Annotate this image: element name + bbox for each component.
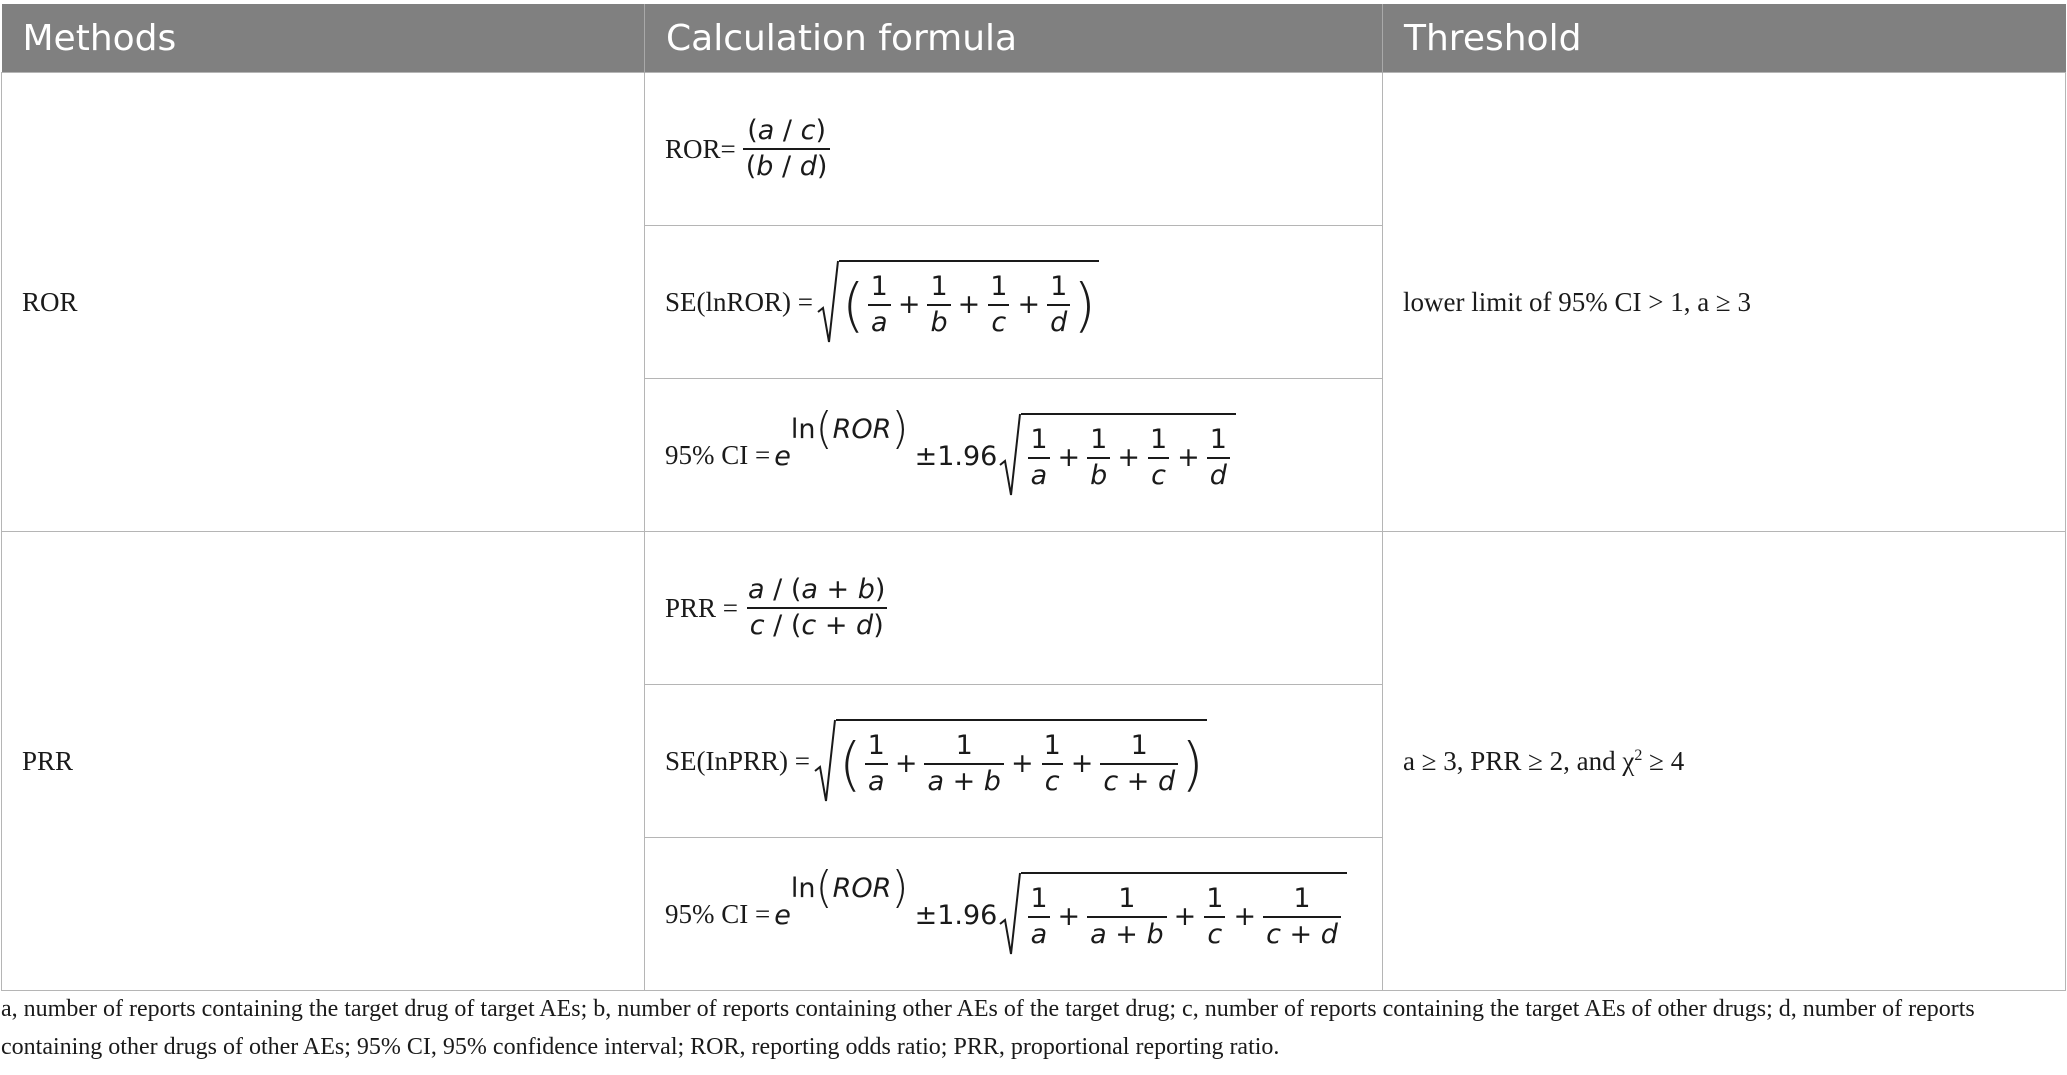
formula-ror-ci: 95% CI = e ln ( ROR ) ±1.96 $\frac{1}{a}$ + $\frac{1}{b}$ + $\frac{1}{c}$ + $\frac{1}{d}$ xyxy=(645,379,1383,532)
formula-ror-se: SE(lnROR) = ( $\frac{1}{a}$ + $\frac{1}{b}$ + $\frac{1}{c}$ + $\frac{1}{d}$ ) xyxy=(645,226,1383,379)
header-row xyxy=(2,4,2066,73)
threshold-ror: lower limit of 95% CI > 1, a ≥ 3 xyxy=(1383,73,2066,532)
header-calculation-formula: Calculation formula xyxy=(645,4,1383,73)
formula-prr-ratio: PRR = $\frac{a / (a + b)}{c / (c + d)}$ xyxy=(645,532,1383,685)
table-footnote: a, number of reports containing the target drug of target AEs; b, number of reports containing other AEs of the target drug; c, number of reports containing the target AEs of other drugs; d, number of reports containing other drugs of other AEs; 95% CI, 95% confidence interval; ROR, reporting odds ratio; PRR, proportional reporting ratio. xyxy=(1,996,1975,1060)
formula-prr-se: SE(InPRR) = ( $\frac{1}{a}$ + $\frac{1}{a + b}$ + $\frac{1}{c}$ + $\frac{1}{c + d}$ ) xyxy=(645,685,1383,838)
table-row-ror xyxy=(2,73,2066,226)
method-prr: PRR xyxy=(2,532,645,991)
header-threshold: Threshold xyxy=(1383,4,2066,73)
header-methods: Methods xyxy=(2,4,645,73)
formula-ror-ratio: ROR= $\frac{(a / c)}{(b / d)}$ xyxy=(645,73,1383,226)
threshold-prr: a ≥ 3, PRR ≥ 2, and $\chi^2 \ge 4$ xyxy=(1383,532,2066,991)
method-ror: ROR xyxy=(2,73,645,532)
methods-table xyxy=(1,4,2066,991)
formula-prr-ci: 95% CI = e ln ( ROR ) ±1.96 $\frac{1}{a}$ + $\frac{1}{a + b}$ + $\frac{1}{c}$ + $\frac{1}{c + d}$ xyxy=(645,838,1383,991)
table-row-prr xyxy=(2,532,2066,685)
